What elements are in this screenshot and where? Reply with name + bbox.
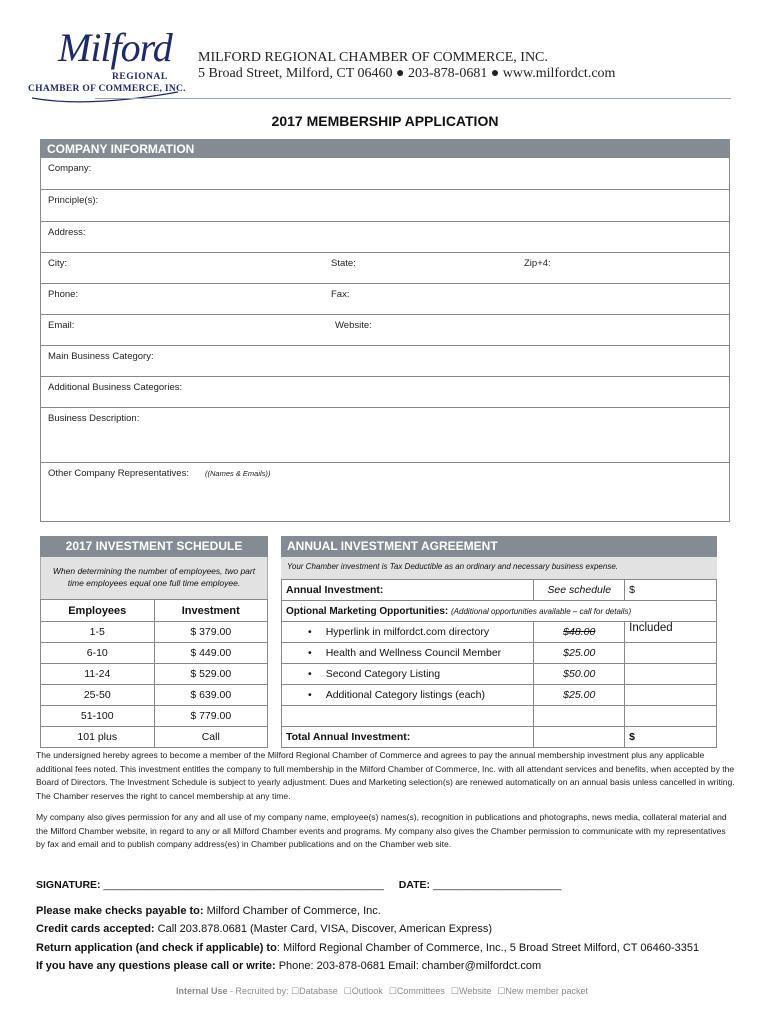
address-field[interactable]: Address:: [41, 222, 729, 253]
bullet-icon: •: [308, 689, 312, 701]
investment-cell: $ 449.00: [154, 643, 268, 664]
logo-chamber: CHAMBER OF COMMERCE, INC.: [28, 84, 186, 94]
marketing-option-name: • Health and Wellness Council Member: [282, 643, 534, 664]
marketing-option-price: $25.00: [534, 643, 625, 664]
signature-label: SIGNATURE:: [36, 879, 101, 891]
schedule-row: [41, 643, 268, 664]
employees-cell: 25-50: [41, 685, 155, 706]
employees-cell: 6-10: [41, 643, 155, 664]
internal-use-checkbox[interactable]: ☐Outlook: [343, 986, 383, 996]
employees-cell: 101 plus: [41, 727, 155, 748]
employees-cell: 11-24: [41, 664, 155, 685]
schedule-row: [41, 706, 268, 727]
marketing-option-name: • Hyperlink in milfordct.com directory: [282, 622, 534, 643]
checks-info: Please make checks payable to: Milford Chamber of Commerce, Inc.: [36, 905, 381, 917]
questions-info: If you have any questions please call or write: Phone: 203-878-0681 Email: chamber@milfordct.com: [36, 960, 542, 972]
checkbox-icon[interactable]: ☐: [450, 986, 459, 996]
org-name: MILFORD REGIONAL CHAMBER OF COMMERCE, INC.: [198, 50, 548, 65]
investment-schedule: [40, 536, 268, 748]
employees-cell: 51-100: [41, 706, 155, 727]
header-divider: [95, 98, 731, 99]
bullet-icon: •: [308, 626, 312, 638]
schedule-row: [41, 685, 268, 706]
internal-use-row: Internal Use - Recruited by: ☐Database ☐Outlook ☐Committees ☐Website ☐New member packet: [176, 986, 588, 996]
investment-cell: $ 639.00: [154, 685, 268, 706]
bullet-icon: •: [308, 647, 312, 659]
schedule-table: [40, 599, 268, 748]
email-label: Email:: [48, 320, 75, 331]
city-state-zip-row[interactable]: [41, 253, 729, 284]
marketing-option-price: $48.00: [534, 622, 625, 643]
col-employees: Employees: [41, 600, 155, 622]
investment-cell: $ 379.00: [154, 622, 268, 643]
additional-categories-field[interactable]: Additional Business Categories:: [41, 377, 729, 408]
marketing-option-select[interactable]: Included: [625, 622, 717, 643]
principles-field[interactable]: Principle(s):: [41, 190, 729, 222]
schedule-row: [41, 622, 268, 643]
marketing-option-row: [282, 622, 717, 643]
agreement-table: [281, 579, 717, 748]
total-investment-label: Total Annual Investment:: [282, 727, 534, 748]
employees-cell: 1-5: [41, 622, 155, 643]
marketing-option-select[interactable]: [625, 685, 717, 706]
email-website-row[interactable]: [41, 315, 729, 346]
checkbox-icon[interactable]: ☐: [388, 986, 397, 996]
checkbox-icon[interactable]: ☐: [343, 986, 352, 996]
description-field[interactable]: Business Description:: [41, 408, 729, 463]
permission-terms: My company also gives permission for any and all use of my company name, employee(s) names(s), recognition in publications and photographs, news media, collateral material and the Milford Chamber website, in regard to any or all Milford Chamber events and programs. My company also gives the Chamber permission to communicate with my representatives by fax and email and to publish company address(es) in Chamber publications and on the Chamber web site.: [36, 812, 727, 849]
marketing-option-name: • Additional Category listings (each): [282, 685, 534, 706]
marketing-option-row: [282, 685, 717, 706]
return-info: Return application (and check if applicable) to: Milford Regional Chamber of Commerce, Inc., 5 Broad Street Milford, CT 06460-3351: [36, 942, 700, 954]
other-reps-field[interactable]: Other Company Representatives: ((Names & Emails)): [48, 468, 271, 479]
zip-label: Zip+4:: [524, 258, 551, 269]
website-label: Website:: [335, 320, 372, 331]
company-field[interactable]: Company:: [41, 158, 729, 190]
org-address: 5 Broad Street, Milford, CT 06460 ● 203-878-0681 ● www.milfordct.com: [198, 66, 616, 81]
company-info-section: [40, 139, 730, 522]
signature-line[interactable]: ________________________________________________: [103, 879, 384, 891]
checkbox-icon[interactable]: ☐: [291, 986, 300, 996]
company-info-heading: COMPANY INFORMATION: [41, 140, 729, 158]
signature-row: [36, 879, 561, 891]
col-investment: Investment: [154, 600, 268, 622]
internal-use-checkbox[interactable]: ☐New member packet: [497, 986, 588, 996]
investment-cell: $ 529.00: [154, 664, 268, 685]
schedule-row: [41, 727, 268, 748]
state-label: State:: [331, 258, 356, 269]
internal-use-checkbox[interactable]: ☐Website: [450, 986, 492, 996]
main-category-field[interactable]: Main Business Category:: [41, 346, 729, 377]
logo-regional: REGIONAL: [112, 72, 168, 82]
optional-marketing-row: Optional Marketing Opportunities: (Additional opportunities available – call for details): [282, 601, 717, 622]
investment-agreement: [281, 536, 717, 748]
date-line[interactable]: ______________________: [432, 879, 562, 891]
schedule-heading: 2017 INVESTMENT SCHEDULE: [40, 536, 268, 557]
marketing-option-row: [282, 643, 717, 664]
total-investment-amount[interactable]: $: [625, 727, 717, 748]
chamber-logo: [28, 22, 188, 104]
schedule-note: When determining the number of employees, two part time employees equal one full time employee.: [40, 557, 268, 599]
page-title: 2017 MEMBERSHIP APPLICATION: [271, 113, 499, 129]
membership-terms: The undersigned hereby agrees to become a member of the Milford Regional Chamber of Commerce and agrees to pay the annual membership investment plus any applicable additional fees noted. This investment entitles the company to full membership in the Milford Chamber of Commerce, Inc. with all attendant services and benefits, when accepted by the Board of Directors. The Investment Schedule is subject to yearly adjustment. Dues and Marketing selection(s) are renewed automatically on an annual basis unless cancelled in writing. The Chamber reserves the right to cancel membership at any time.: [36, 750, 735, 801]
investment-cell: $ 779.00: [154, 706, 268, 727]
marketing-option-row: [282, 664, 717, 685]
internal-use-checkbox[interactable]: ☐Database: [291, 986, 338, 996]
agreement-heading: ANNUAL INVESTMENT AGREEMENT: [281, 536, 717, 557]
phone-label: Phone:: [48, 289, 79, 300]
bullet-icon: •: [308, 668, 312, 680]
marketing-option-price: $25.00: [534, 685, 625, 706]
investment-cell: Call: [154, 727, 268, 748]
internal-use-label: Internal Use: [176, 986, 228, 996]
internal-use-checkbox[interactable]: ☐Committees: [388, 986, 445, 996]
other-reps-note: ((Names & Emails)): [205, 469, 271, 478]
logo-script: Milford: [58, 25, 172, 70]
marketing-option-select[interactable]: [625, 664, 717, 685]
annual-investment-value: See schedule: [534, 580, 625, 601]
schedule-row: [41, 664, 268, 685]
city-label: City:: [48, 258, 67, 269]
annual-investment-label: Annual Investment:: [282, 580, 534, 601]
checkbox-icon[interactable]: ☐: [497, 986, 506, 996]
marketing-option-price: $50.00: [534, 664, 625, 685]
annual-investment-amount[interactable]: $: [625, 580, 717, 601]
phone-fax-row[interactable]: [41, 284, 729, 315]
tax-note: Your Chamber investment is Tax Deductible as an ordinary and necessary business expense.: [281, 557, 717, 579]
marketing-option-name: • Second Category Listing: [282, 664, 534, 685]
cards-info: Credit cards accepted: Call 203.878.0681 (Master Card, VISA, Discover, American Express): [36, 923, 493, 935]
fax-label: Fax:: [331, 289, 350, 300]
date-label: DATE:: [398, 879, 431, 891]
marketing-option-select[interactable]: [625, 643, 717, 664]
